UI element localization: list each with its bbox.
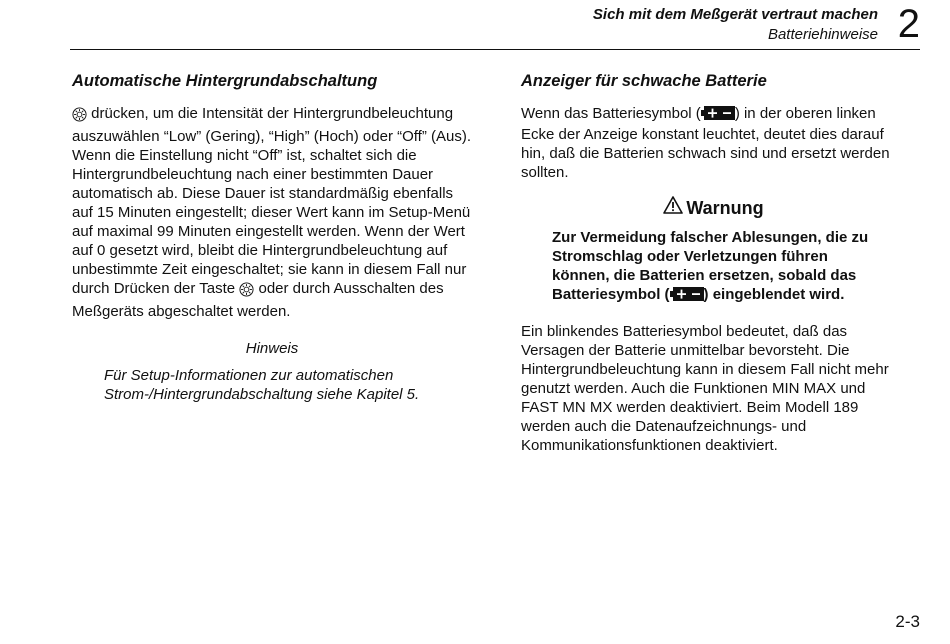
warning-text-a: Zur Vermeidung falscher Ablesungen, die zu Stromschlag oder Verletzungen führen können, die Batterien ersetzen, sobald das Batteriesymbol ( <box>552 229 869 303</box>
backlight-icon <box>239 282 254 302</box>
right-column <box>521 70 906 455</box>
blinking-battery-paragraph: Ein blinkendes Batteriesymbol bedeutet, daß das Versagen der Batterie unmittelbar bevorsteht. Die Hintergrundbeleuchtung kann in diesem Fall nicht mehr genutzt werden. Auch die Funktionen MIN MAX und FAST MN MX werden deaktiviert. Beim Modell 189 werden auch die Datenaufzeichnungs- und Kommunikationsfunktionen deaktiviert. <box>521 323 889 454</box>
backlight-text-2: oder durch Ausschalten des Meßgeräts abgeschaltet werden. <box>72 280 444 320</box>
backlight-paragraph <box>72 104 472 321</box>
section-heading-low-battery: Anzeiger für schwache Batterie <box>521 72 767 90</box>
header-title: Sich mit dem Meßgerät vertraut machen <box>592 6 878 23</box>
backlight-icon <box>72 107 87 127</box>
header-rule <box>70 49 920 50</box>
page-number: 2-3 <box>895 612 920 631</box>
chapter-number: 2 <box>897 2 920 46</box>
warning-body <box>552 228 886 306</box>
warning-heading <box>521 196 906 220</box>
warning-text-b: ) eingeblendet wird. <box>703 286 845 303</box>
low-battery-paragraph <box>521 104 906 182</box>
section-heading-backlight: Automatische Hintergrundabschaltung <box>72 72 378 90</box>
battery-icon <box>701 106 735 125</box>
low-battery-text-1b: ) in der oberen linken Ecke der Anzeige konstant leuchtet, deutet dies darauf hin, daß die Batterien schwach sind und ersetzt werden sollten. <box>521 105 890 181</box>
left-column <box>72 70 472 404</box>
battery-icon <box>670 287 704 306</box>
note-heading: Hinweis <box>245 340 299 357</box>
low-battery-text-1a: Wenn das Batteriesymbol ( <box>521 105 701 122</box>
header-subtitle: Batteriehinweise <box>767 26 878 43</box>
backlight-text-1: drücken, um die Intensität der Hintergrundbeleuchtung auszuwählen “Low” (Gering), “High” (Hoch) oder “Off” (Aus). Wenn die Einstellung nicht “Off” ist, schaltet sich die Hintergrundbeleuchtung nach einer bestimmten Dauer automatisch ab. Diese Dauer ist standardmäßig ebenfalls auf 15 Minuten eingestellt; dieser Wert kann im Setup-Menü auf maximal 99 Minuten eingestellt werden. Wenn der Wert auf 0 gesetzt wird, bleibt die Hintergrundbeleuchtung auf unbestimmte Zeit eingeschaltet; sie kann in diesem Fall nur durch Drücken der Taste <box>72 105 472 297</box>
warning-triangle-icon <box>663 196 683 220</box>
note-body: Für Setup-Informationen zur automatischen Strom-/Hintergrundabschaltung siehe Kapitel 5. <box>104 367 420 403</box>
warning-heading-text: Warnung <box>686 198 764 218</box>
